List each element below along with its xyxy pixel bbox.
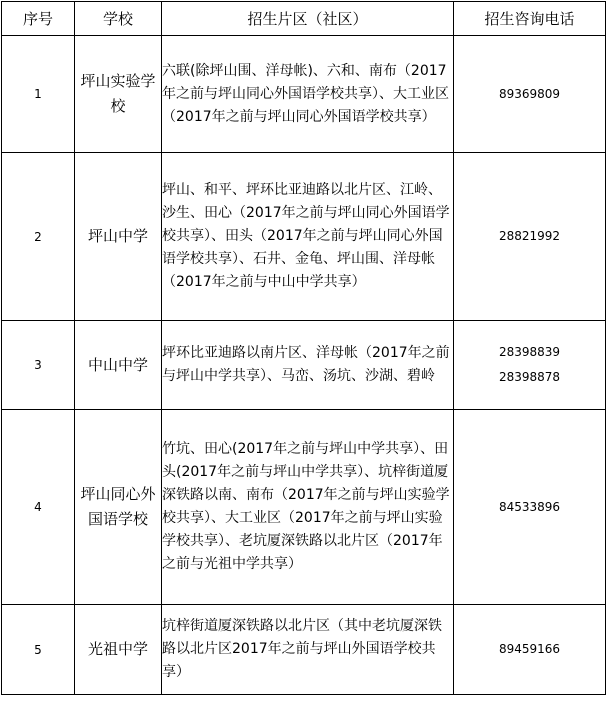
phone-number: 89459166 <box>498 642 561 656</box>
header-phone: 招生咨询电话 <box>454 2 606 36</box>
row-area: 坪山、和平、坪环比亚迪路以北片区、江岭、沙生、田心（2017年之前与坪山同心外国语学校共享）、田头（2017年之前与坪山同心外国语学校共享）、石井、金龟、坪山围、洋母帐（2017年之前与中山中学共享） <box>162 153 454 321</box>
header-school: 学校 <box>75 2 162 36</box>
row-area: 坪环比亚迪路以南片区、洋母帐（2017年之前与坪山中学共享）、马峦、汤坑、沙湖、碧岭 <box>162 321 454 410</box>
table-header-row <box>2 2 606 36</box>
row-area: 坑梓街道厦深铁路以北片区（其中老坑厦深铁路以北片区2017年之前与坪山外国语学校共享） <box>162 605 454 695</box>
table-row <box>2 36 606 153</box>
row-school: 坪山中学 <box>75 153 162 321</box>
row-area: 六联(除坪山围、洋母帐)、六和、南布（2017年之前与坪山同心外国语学校共享）、大工业区（2017年之前与坪山同心外国语学校共享） <box>162 36 454 153</box>
table-row <box>2 410 606 605</box>
phone-number: 28821992 <box>498 229 561 243</box>
row-school: 中山中学 <box>75 321 162 410</box>
table-row <box>2 321 606 410</box>
row-index: 5 <box>2 605 75 695</box>
row-school: 坪山实验学校 <box>75 36 162 153</box>
phone-number: 84533896 <box>498 499 561 514</box>
header-area: 招生片区（社区） <box>162 2 454 36</box>
table-row <box>2 153 606 321</box>
phone-number: 28398878 <box>498 370 561 384</box>
phone-number: 89369809 <box>498 86 561 101</box>
row-area: 竹坑、田心(2017年之前与坪山中学共享）、田头(2017年之前与坪山中学共享）、坑梓街道厦深铁路以南、南布（2017年之前与坪山实验学校共享）、大工业区（2017年之前与坪山实验学校共享）、老坑厦深铁路以北片区（2017年之前与光祖中学共享） <box>162 410 454 605</box>
row-phone <box>454 321 606 410</box>
row-school: 坪山同心外国语学校 <box>75 410 162 605</box>
phone-number: 28398839 <box>498 345 561 359</box>
row-school: 光祖中学 <box>75 605 162 695</box>
row-index: 2 <box>2 153 75 321</box>
table-row <box>2 605 606 695</box>
row-phone <box>454 410 606 605</box>
row-index: 3 <box>2 321 75 410</box>
header-index: 序号 <box>2 2 75 36</box>
row-phone <box>454 153 606 321</box>
row-index: 1 <box>2 36 75 153</box>
row-phone <box>454 36 606 153</box>
row-index: 4 <box>2 410 75 605</box>
row-phone <box>454 605 606 695</box>
enrollment-zone-table <box>1 1 606 695</box>
